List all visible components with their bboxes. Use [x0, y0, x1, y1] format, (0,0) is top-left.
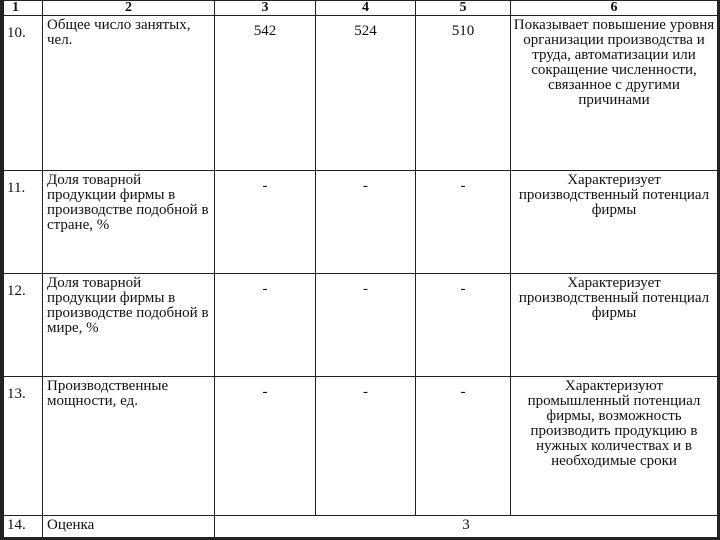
indicator-name: Общее число занятых, чел. — [43, 16, 215, 171]
header-col-3: 3 — [215, 1, 316, 16]
indicator-description: Характеризуют промышленный потенциал фирмы, возможность производить продукцию в нужных количествах и в необходимые сроки — [511, 377, 718, 516]
value-col-4: - — [316, 377, 416, 516]
value-col-5: - — [416, 377, 511, 516]
value-col-3: 542 — [215, 16, 316, 171]
header-col-1: 1 — [4, 1, 43, 16]
row-number: 11. — [4, 171, 43, 274]
value-col-3: - — [215, 171, 316, 274]
indicator-description: Характеризует производственный потенциал фирмы — [511, 171, 718, 274]
table-row — [4, 16, 718, 171]
header-col-6: 6 — [511, 1, 718, 16]
indicator-name: Оценка — [43, 516, 215, 539]
table-row — [4, 377, 718, 516]
value-col-3: - — [215, 274, 316, 377]
value-col-3: - — [215, 377, 316, 516]
score-value: 3 — [215, 516, 718, 539]
value-col-4: 524 — [316, 16, 416, 171]
row-number: 12. — [4, 274, 43, 377]
indicator-name: Производственные мощности, ед. — [43, 377, 215, 516]
header-col-4: 4 — [316, 1, 416, 16]
indicators-table — [3, 0, 718, 539]
value-col-5: 510 — [416, 16, 511, 171]
value-col-5: - — [416, 274, 511, 377]
row-number: 10. — [4, 16, 43, 171]
value-col-4: - — [316, 274, 416, 377]
indicator-name: Доля товарной продукции фирмы в производстве подобной в мире, % — [43, 274, 215, 377]
row-number: 14. — [4, 516, 43, 539]
header-col-2: 2 — [43, 1, 215, 16]
value-col-5: - — [416, 171, 511, 274]
indicator-description: Показывает повышение уровня организации производства и труда, автоматизации или сокращение численности, связанное с другими причинами — [511, 16, 718, 171]
indicator-name: Доля товарной продукции фирмы в производстве подобной в стране, % — [43, 171, 215, 274]
table-header-row — [4, 1, 718, 16]
indicator-description: Характеризует производственный потенциал фирмы — [511, 274, 718, 377]
header-col-5: 5 — [416, 1, 511, 16]
row-number: 13. — [4, 377, 43, 516]
table-row — [4, 171, 718, 274]
table-row — [4, 516, 718, 539]
value-col-4: - — [316, 171, 416, 274]
table-row — [4, 274, 718, 377]
